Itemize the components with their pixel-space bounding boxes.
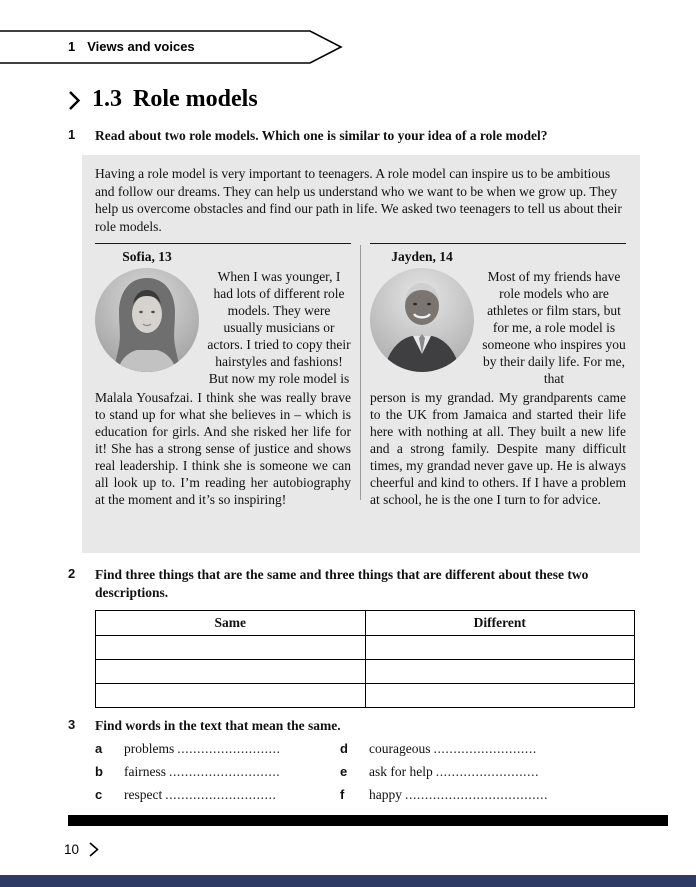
item-word: respect: [124, 787, 163, 802]
profile-sofia-text-bottom: Malala Yousafzai. I think she was really brave to stand up for what she believes in – which is education for girls. And she risked her life for it! She has a strong sense of justice and shows real leadership. I think she is someone we can all look up to. I’m reading her autobiography at the moment and it’s so inspiring!: [95, 390, 351, 507]
section-title: [68, 86, 258, 113]
unit-title: Views and voices: [87, 39, 195, 54]
footer-divider-bar: [68, 815, 668, 826]
exercise-3-number: 3: [68, 717, 76, 732]
passage-columns: [95, 243, 627, 508]
item-letter: b: [95, 764, 103, 779]
unit-number: 1: [68, 39, 76, 54]
same-different-table: [95, 610, 635, 708]
answer-line: ....................................: [405, 787, 549, 802]
table-row: [96, 660, 635, 684]
exercise-1-instruction: Read about two role models. Which one is similar to your idea of a role model?: [95, 128, 548, 143]
answer-cell-different-3: [365, 684, 635, 708]
profile-jayden-text-top: Most of my friends have role models who are athletes or film stars, but for me, a role model is someone who inspires you by their daily life. For me, that: [482, 269, 626, 386]
item-letter: e: [340, 764, 348, 779]
item-letter: a: [95, 741, 103, 756]
profile-sofia-name: Sofia, 13: [122, 249, 172, 264]
page-number: 10: [64, 842, 80, 857]
profile-rule: [95, 243, 351, 244]
unit-banner-text: [68, 30, 195, 63]
answer-line: ............................: [168, 764, 281, 779]
item-letter: d: [340, 741, 348, 756]
item-letter: c: [95, 787, 103, 802]
chevron-right-icon: [68, 90, 81, 111]
item-word: fairness: [124, 764, 166, 779]
vocab-item-f: [340, 786, 640, 809]
item-letter: f: [340, 787, 345, 802]
sofia-photo: [95, 268, 199, 372]
vocab-item-c: [95, 786, 340, 809]
profile-sofia: [95, 243, 351, 508]
item-word: problems: [124, 741, 175, 756]
table-header-different: Different: [365, 611, 635, 636]
profile-jayden-text-bottom: person is my grandad. My grandparents came to the UK from Jamaica and started their life here with nothing at all. They built a new life and a strong family. Despite many difficult times, my grandad never gave up. He is always cheerful and kind to others. If I have a problem at school, he is the one I turn to for advice.: [370, 390, 626, 507]
answer-cell-same-2: [96, 660, 366, 684]
vocab-item-e: [340, 763, 640, 786]
exercise-2-header: [68, 566, 634, 602]
table-header-row: [96, 611, 635, 636]
unit-banner: [0, 30, 346, 64]
passage-intro: Having a role model is very important to teenagers. A role model can inspire us to be ambitious and follow our dreams. They can help us understand who we want to be when we grow up. They help us overcome obstacles and find our path in life. We asked two teenagers to tell us about their role models.: [95, 166, 622, 234]
profile-jayden-name: Jayden, 14: [391, 249, 453, 264]
item-word: happy: [369, 787, 402, 802]
answer-cell-same-3: [96, 684, 366, 708]
table-header-same: Same: [96, 611, 366, 636]
table-row: [96, 636, 635, 660]
exercise-3-instruction: Find words in the text that mean the same.: [95, 718, 341, 733]
section-name: Role models: [133, 86, 258, 112]
profile-rule: [370, 243, 626, 244]
answer-cell-different-1: [365, 636, 635, 660]
answer-line: ..........................: [177, 741, 281, 756]
answer-line: ..........................: [435, 764, 540, 779]
vocab-item-a: [95, 740, 340, 763]
exercise-1-header: [68, 127, 640, 145]
exercise-3-header: [68, 717, 640, 735]
reading-passage: [82, 155, 640, 553]
exercise-1-number: 1: [68, 127, 76, 142]
jayden-photo: [370, 268, 474, 372]
profile-jayden: [370, 243, 626, 508]
vocab-item-d: [340, 740, 640, 763]
answer-cell-different-2: [365, 660, 635, 684]
exercise-2-number: 2: [68, 566, 76, 581]
column-divider: [360, 245, 361, 500]
page-chevron-icon: [88, 841, 100, 858]
profile-sofia-text-top: When I was younger, I had lots of different role models. They were usually musicians or actors. I tried to copy their hairstyles and fashions! But now my role model is: [207, 269, 351, 386]
table-row: [96, 684, 635, 708]
page-edge-strip: [0, 875, 696, 887]
section-number: 1.3: [92, 86, 122, 112]
exercise-2-instruction: Find three things that are the same and three things that are different about these two descriptions.: [95, 567, 589, 600]
vocabulary-items: [95, 740, 640, 809]
answer-line: ............................: [165, 787, 277, 802]
item-word: courageous: [369, 741, 431, 756]
vocab-item-b: [95, 763, 340, 786]
answer-cell-same-1: [96, 636, 366, 660]
item-word: ask for help: [369, 764, 433, 779]
answer-line: ..........................: [433, 741, 537, 756]
